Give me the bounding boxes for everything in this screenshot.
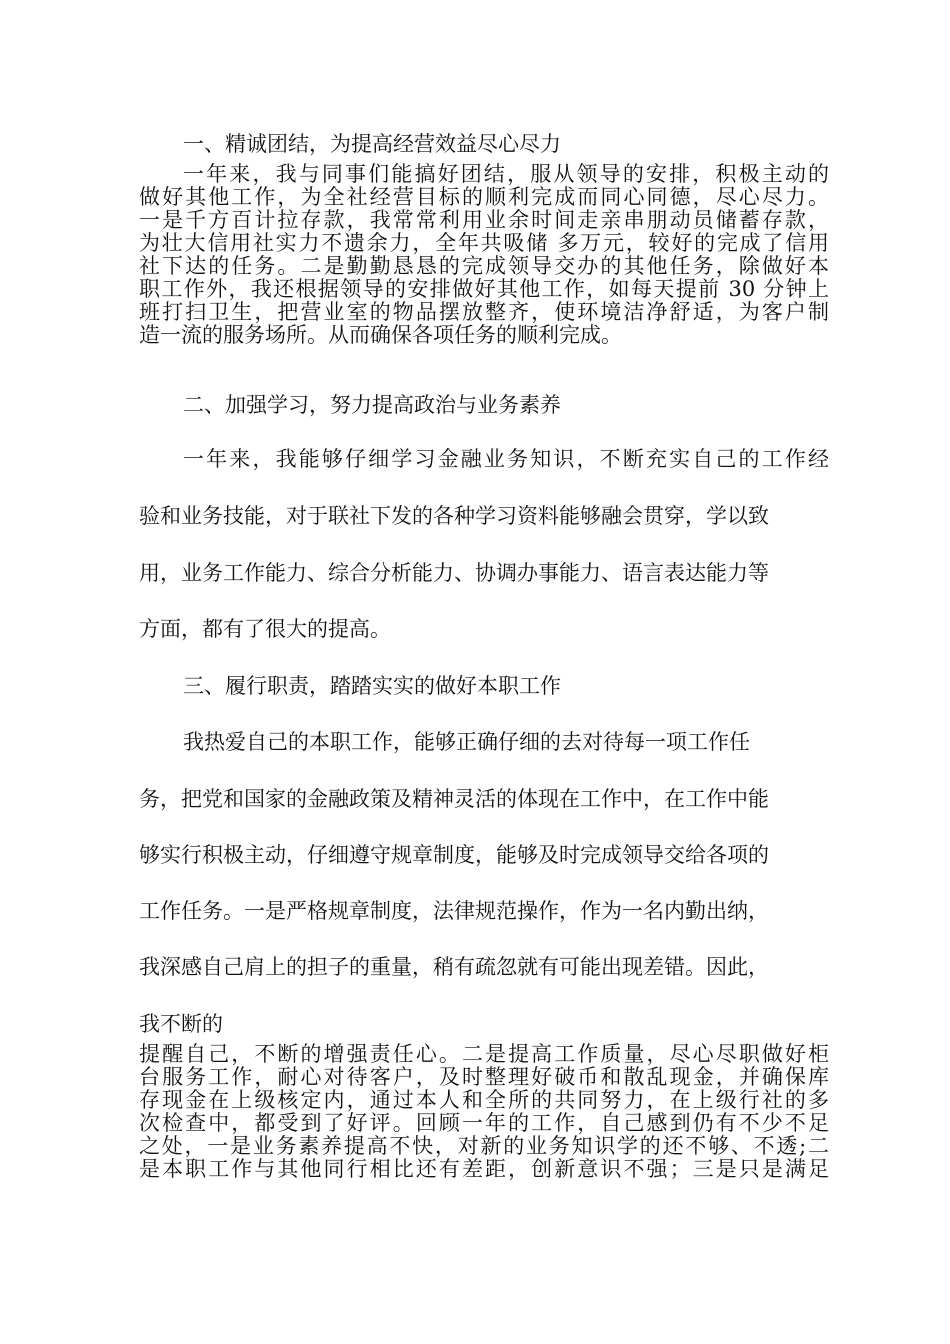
paragraph-line: 职工作外，我还根据领导的安排做好其他工作，如每天提前 30 分钟上: [139, 277, 829, 301]
paragraph-line: 是本职工作与其他同行相比还有差距，创新意识不强；三是只是满足: [139, 1157, 829, 1181]
paragraph-line: 存现金在上级核定内，通过本人和全所的共同努力，在上级行社的多: [139, 1088, 829, 1112]
section3-continued-paragraph: [139, 1043, 829, 1181]
paragraph-line: 我深感自己肩上的担子的重量，稍有疏忽就有可能出现差错。因此，: [139, 955, 769, 979]
paragraph-line: 次检查中，都受到了好评。回顾一年的工作，自己感到仍有不少不足: [139, 1111, 829, 1135]
section2-heading: 二、加强学习，努力提高政治与业务素养: [183, 393, 561, 417]
paragraph-line: 班打扫卫生，把营业室的物品摆放整齐，使环境洁净舒适，为客户制: [139, 300, 829, 324]
section1-heading: 一、精诚团结，为提高经营效益尽心尽力: [183, 132, 561, 156]
paragraph-line: 我不断的: [139, 1012, 223, 1036]
section1-paragraph: [139, 163, 829, 347]
paragraph-line: 我热爱自己的本职工作，能够正确仔细的去对待每一项工作任: [183, 730, 750, 754]
paragraph-line: 务，把党和国家的金融政策及精神灵活的体现在工作中，在工作中能: [139, 787, 769, 811]
paragraph-line: 验和业务技能，对于联社下发的各种学习资料能够融会贯穿，学以致: [139, 504, 769, 528]
paragraph-line: 提醒自己，不断的增强责任心。二是提高工作质量，尽心尽职做好柜: [139, 1042, 829, 1066]
paragraph-line: 造一流的服务场所。从而确保各项任务的顺利完成。: [139, 323, 622, 347]
paragraph-line: 做好其他工作，为全社经营目标的顺利完成而同心同德，尽心尽力。: [139, 185, 829, 209]
paragraph-line: 一年来，我能够仔细学习金融业务知识，不断充实自己的工作经: [183, 447, 829, 471]
paragraph-line: 方面，都有了很大的提高。: [139, 617, 391, 641]
paragraph-line: 工作任务。一是严格规章制度，法律规范操作，作为一名内勤出纳，: [139, 899, 769, 923]
paragraph-line: 够实行积极主动，仔细遵守规章制度，能够及时完成领导交给各项的: [139, 843, 769, 867]
paragraph-line: 为壮大信用社实力不遗余力，全年共吸储 多万元，较好的完成了信用: [139, 231, 829, 255]
paragraph-line: 一是千方百计拉存款，我常常利用业余时间走亲串朋动员储蓄存款，: [139, 208, 829, 232]
paragraph-line: 社下达的任务。二是勤勤恳恳的完成领导交办的其他任务，除做好本: [139, 254, 829, 278]
paragraph-line: 用，业务工作能力、综合分析能力、协调办事能力、语言表达能力等: [139, 561, 769, 585]
paragraph-line: 之处，一是业务素养提高不快，对新的业务知识学的还不够、不透;二: [139, 1134, 829, 1158]
paragraph-line: 台服务工作，耐心对待客户，及时整理好破币和散乱现金，并确保库: [139, 1065, 829, 1089]
paragraph-line: 一年来，我与同事们能搞好团结，服从领导的安排，积极主动的: [183, 162, 829, 186]
section3-heading: 三、履行职责，踏踏实实的做好本职工作: [183, 674, 561, 698]
